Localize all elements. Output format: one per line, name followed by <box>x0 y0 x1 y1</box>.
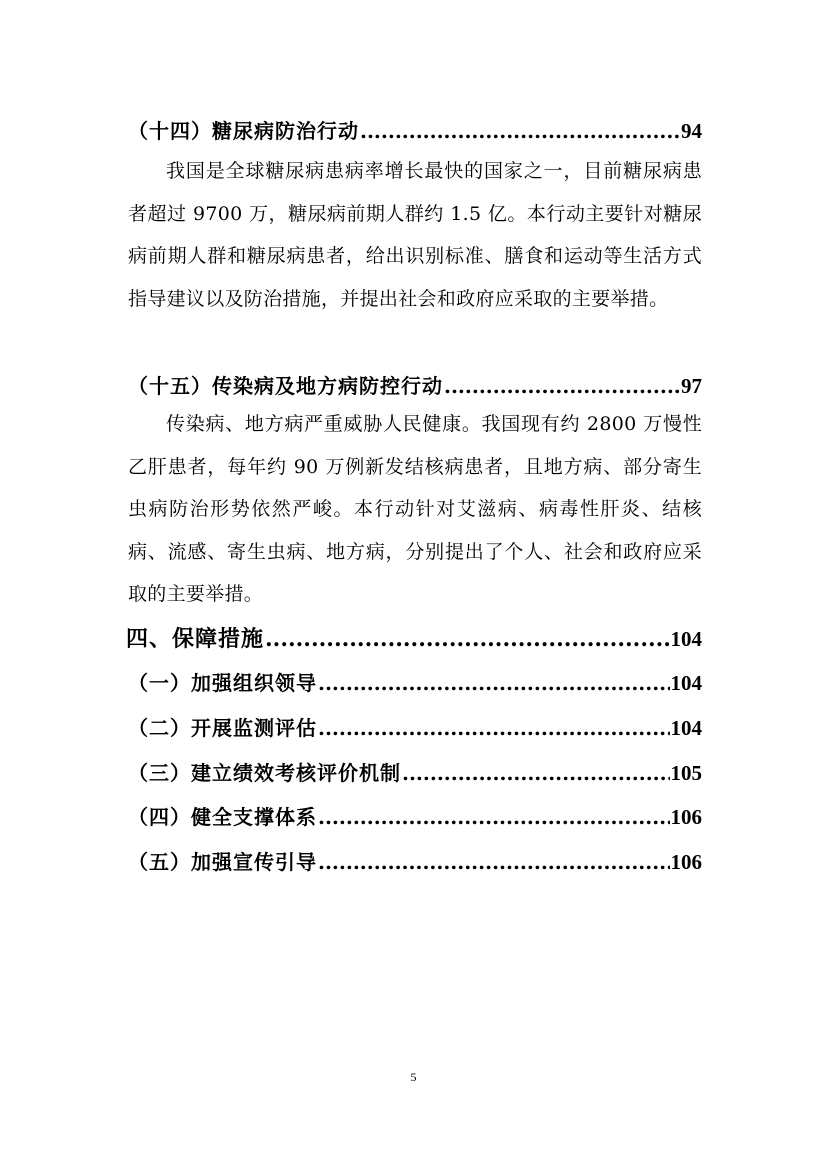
toc-entry-item[interactable] <box>128 667 702 696</box>
toc-entry-page: 106 <box>670 850 702 874</box>
toc-entry-title: 四、保障措施 <box>126 626 265 652</box>
toc-summary-diabetes <box>128 150 702 320</box>
toc-entry-item[interactable] <box>128 757 702 786</box>
toc-entry-page: 94 <box>681 119 702 143</box>
toc-entry-title: （一）加强组织领导 <box>128 671 317 695</box>
summary-text: 我国是全球糖尿病患病率增长最快的国家之一，目前糖尿病患者超过 9700 万，糖尿病前期人群约 1.5 亿。本行动主要针对糖尿病前期人群和糖尿病患者，给出识别标准、膳食和运动等生活方式指导建议以及防治措施，并提出社会和政府应采取的主要举措。 <box>128 160 702 310</box>
toc-entry-page: 97 <box>681 374 702 398</box>
toc-entry-item[interactable] <box>128 846 702 875</box>
toc-leader-dots <box>402 761 670 785</box>
toc-entry-item[interactable] <box>128 801 702 830</box>
toc-leader-dots <box>318 850 670 874</box>
toc-entry-title: （五）加强宣传引导 <box>128 850 317 874</box>
toc-entry-page: 106 <box>670 805 702 829</box>
toc-entry-page: 105 <box>670 761 702 785</box>
toc-entry-item[interactable] <box>128 712 702 741</box>
toc-leader-dots <box>444 374 680 398</box>
toc-entry-safeguards[interactable] <box>126 622 702 653</box>
page-number: 5 <box>410 1070 417 1084</box>
toc-entry-title: （十四）糖尿病防治行动 <box>128 119 359 143</box>
toc-leader-dots <box>318 716 670 740</box>
toc-entry-title: （十五）传染病及地方病防控行动 <box>128 374 443 398</box>
toc-leader-dots <box>318 805 670 829</box>
toc-entry-page: 104 <box>670 671 702 695</box>
toc-leader-dots <box>318 671 670 695</box>
toc-entry-page: 104 <box>670 716 702 740</box>
toc-entry-title: （四）健全支撑体系 <box>128 805 317 829</box>
toc-leader-dots <box>360 119 680 143</box>
toc-entry-page: 104 <box>670 627 702 651</box>
toc-leader-dots <box>265 626 669 652</box>
summary-text: 传染病、地方病严重威胁人民健康。我国现有约 2800 万慢性乙肝患者，每年约 90 万例新发结核病患者，且地方病、部分寄生虫病防治形势依然严峻。本行动针对艾滋病、病毒性肝炎、结核病、流感、寄生虫病、地方病，分别提出了个人、社会和政府应采取的主要举措。 <box>128 413 702 605</box>
toc-entry-title: （二）开展监测评估 <box>128 716 317 740</box>
toc-summary-infectious-disease <box>128 403 702 616</box>
toc-entry-diabetes[interactable] <box>128 115 702 144</box>
toc-entry-title: （三）建立绩效考核评价机制 <box>128 761 401 785</box>
toc-entry-infectious-disease[interactable] <box>128 370 702 399</box>
